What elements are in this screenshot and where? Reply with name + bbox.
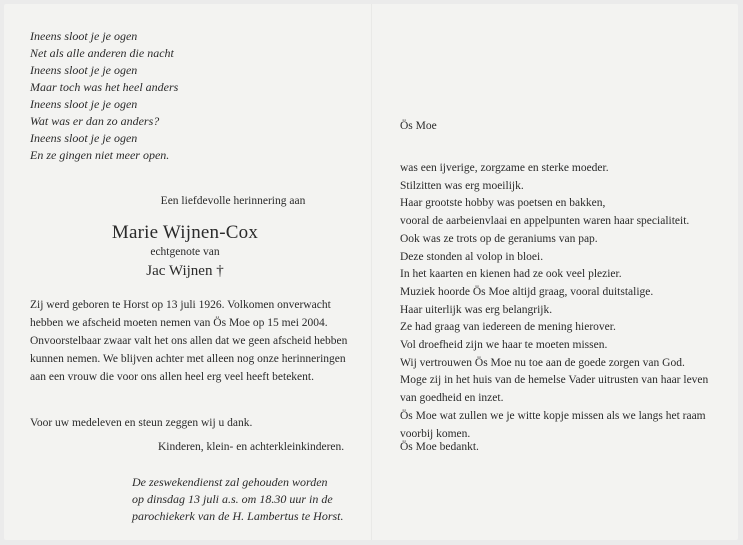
- tribute-line: Ös Moe wat zullen we je witte kopje missen als we langs het raam: [400, 409, 706, 422]
- service-notice: [132, 474, 344, 525]
- biography-line: Zij werd geboren te Horst op 13 juli 1926. Volkomen onverwacht: [30, 299, 331, 311]
- spouse-name: Jac Wijnen †: [146, 263, 224, 279]
- tribute-line: was een ijverige, zorgzame en sterke moeder.: [400, 162, 609, 174]
- poem-line: Ineens sloot je je ogen: [30, 131, 138, 145]
- tribute-line: voorbij komen.: [400, 427, 471, 440]
- poem-line: Ineens sloot je je ogen: [30, 29, 138, 43]
- service-line: parochiekerk van de H. Lambertus te Horst.: [132, 509, 344, 523]
- memory-line: Een liefdevolle herinnering aan: [160, 195, 306, 207]
- deceased-name: Marie Wijnen-Cox: [111, 222, 259, 243]
- tribute-line: Stilzitten was erg moeilijk.: [400, 179, 524, 192]
- poem-line: Maar toch was het heel anders: [30, 80, 179, 94]
- poem-line: Wat was er dan zo anders?: [30, 114, 160, 128]
- tribute-line: vooral de aarbeienvlaai en appelpunten waren haar specialiteit.: [400, 215, 690, 228]
- tribute-line: Vol droefheid zijn we haar te moeten missen.: [400, 339, 608, 352]
- poem-line: Ineens sloot je je ogen: [30, 97, 138, 111]
- tribute-line: Ze had graag van iedereen de mening hierover.: [400, 321, 616, 334]
- spouse-label: echtgenote van: [150, 246, 220, 258]
- tribute-line: Haar uiterlijk was erg belangrijk.: [400, 303, 553, 316]
- tribute-text: [400, 160, 708, 443]
- poem-line: Net als alle anderen die nacht: [30, 46, 174, 60]
- biography-line: aan een vrouw die voor ons allen heel erg veel heeft betekent.: [30, 371, 314, 383]
- thanks-line: Voor uw medeleven en steun zeggen wij u dank.: [30, 417, 253, 429]
- poem: [30, 28, 178, 164]
- biography-line: Onvoorstelbaar zwaar valt het ons allen dat we geen afscheid hebben: [30, 335, 348, 347]
- service-line: op dinsdag 13 juli a.s. om 18.30 uur in de: [132, 492, 333, 506]
- tribute-line: Moge zij in het huis van de hemelse Vader uitrusten van haar leven: [400, 374, 709, 387]
- tribute-line: Ook was ze trots op de geraniums van pap.: [400, 232, 598, 245]
- tribute-line: In het kaarten en kienen had ze ook veel plezier.: [400, 268, 622, 281]
- poem-line: Ineens sloot je je ogen: [30, 63, 138, 77]
- tribute-title: Ös Moe: [400, 120, 437, 132]
- poem-line: En ze gingen niet meer open.: [30, 148, 170, 162]
- service-line: De zeswekendienst zal gehouden worden: [132, 475, 328, 489]
- tribute-line: van goedheid en inzet.: [400, 392, 504, 405]
- biography: [30, 296, 348, 386]
- tribute-line: Haar grootste hobby was poetsen en bakken,: [400, 197, 606, 210]
- biography-line: hebben we afscheid moeten nemen van Ös Moe op 15 mei 2004.: [30, 317, 328, 329]
- tribute-line: Muziek hoorde Ös Moe altijd graag, vooral duitstalige.: [400, 285, 654, 298]
- biography-line: kunnen nemen. We blijven achter met alleen nog onze herinneringen: [30, 353, 346, 365]
- tribute-line: Deze stonden al volop in bloei.: [400, 250, 544, 263]
- family-line: Kinderen, klein- en achterkleinkinderen.: [158, 441, 345, 453]
- tribute-line: Wij vertrouwen Ös Moe nu toe aan de goede zorgen van God.: [400, 356, 685, 369]
- closing-line: Ös Moe bedankt.: [400, 441, 479, 453]
- card-fold: [371, 4, 372, 540]
